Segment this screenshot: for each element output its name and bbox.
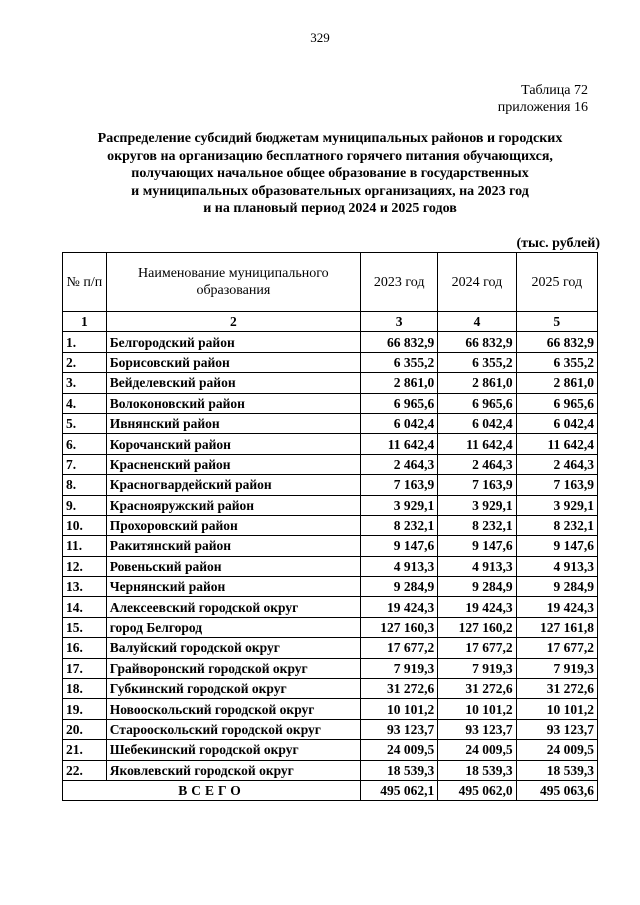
row-name: Ракитянский район [106,536,360,556]
document-title [60,130,600,218]
subsidy-table [62,252,598,801]
row-number: 1. [63,332,107,352]
column-number-row [63,312,598,332]
row-name: Новооскольский городской округ [106,699,360,719]
row-name: Ивнянский район [106,413,360,433]
row-2024: 8 232,1 [438,515,516,535]
row-2025: 66 832,9 [516,332,597,352]
document-title-line: получающих начальное общее образование в государственных [131,166,529,181]
row-2023: 31 272,6 [361,679,438,699]
table-row [63,719,598,739]
table-row [63,740,598,760]
row-2023: 11 642,4 [361,434,438,454]
document-title-line: и на плановый период 2024 и 2025 годов [203,201,457,216]
table-row [63,515,598,535]
row-name: Краснояружский район [106,495,360,515]
row-name: Грайворонский городской округ [106,658,360,678]
row-2025: 2 464,3 [516,454,597,474]
row-2023: 4 913,3 [361,556,438,576]
row-number: 13. [63,577,107,597]
row-number: 8. [63,475,107,495]
row-2024: 6 355,2 [438,352,516,372]
header-name: Наименование муниципального образования [106,253,360,312]
row-2025: 6 042,4 [516,413,597,433]
header-num: № п/п [63,253,107,312]
row-number: 9. [63,495,107,515]
row-name: Прохоровский район [106,515,360,535]
total-label: ВСЕГО [63,780,361,800]
row-2023: 18 539,3 [361,760,438,780]
total-row [63,780,598,800]
row-2025: 11 642,4 [516,434,597,454]
table-row [63,597,598,617]
table-row [63,413,598,433]
row-number: 5. [63,413,107,433]
row-name: Белгородский район [106,332,360,352]
table-row [63,352,598,372]
table-row [63,638,598,658]
row-2025: 7 919,3 [516,658,597,678]
row-2023: 10 101,2 [361,699,438,719]
row-name: Вейделевский район [106,373,360,393]
row-name: Красненский район [106,454,360,474]
table-body [63,312,598,781]
row-name: Губкинский городской округ [106,679,360,699]
table-row [63,373,598,393]
row-2024: 93 123,7 [438,719,516,739]
row-2023: 3 929,1 [361,495,438,515]
row-2025: 31 272,6 [516,679,597,699]
row-number: 21. [63,740,107,760]
table-row [63,454,598,474]
row-2024: 66 832,9 [438,332,516,352]
row-2024: 11 642,4 [438,434,516,454]
document-title-line: Распределение субсидий бюджетам муниципальных районов и городских [97,131,563,146]
row-2023: 9 284,9 [361,577,438,597]
row-2023: 17 677,2 [361,638,438,658]
row-number: 3. [63,373,107,393]
row-2025: 6 965,6 [516,393,597,413]
row-2023: 6 042,4 [361,413,438,433]
row-2024: 3 929,1 [438,495,516,515]
row-name: Шебекинский городской округ [106,740,360,760]
row-2023: 7 919,3 [361,658,438,678]
row-2025: 9 284,9 [516,577,597,597]
row-2024: 9 147,6 [438,536,516,556]
document-title-line: округов на организацию бесплатного горячего питания обучающихся, [107,148,553,164]
row-2023: 24 009,5 [361,740,438,760]
row-number: 16. [63,638,107,658]
table-row [63,760,598,780]
row-name: город Белгород [106,617,360,637]
row-name: Чернянский район [106,577,360,597]
row-number: 17. [63,658,107,678]
row-number: 6. [63,434,107,454]
row-2025: 4 913,3 [516,556,597,576]
column-number: 4 [438,312,516,332]
table-row [63,617,598,637]
total-2025: 495 063,6 [516,780,597,800]
row-2024: 7 163,9 [438,475,516,495]
row-name: Корочанский район [106,434,360,454]
row-2025: 2 861,0 [516,373,597,393]
row-name: Старооскольский городской округ [106,719,360,739]
table-row [63,577,598,597]
document-title-line: и муниципальных образовательных организациях, на 2023 год [131,183,529,199]
row-number: 7. [63,454,107,474]
total-2023: 495 062,1 [361,780,438,800]
column-number: 3 [361,312,438,332]
table-row [63,658,598,678]
row-number: 19. [63,699,107,719]
header-2024: 2024 год [438,253,516,312]
row-2025: 127 161,8 [516,617,597,637]
row-number: 15. [63,617,107,637]
row-number: 11. [63,536,107,556]
table-row [63,679,598,699]
row-2024: 9 284,9 [438,577,516,597]
row-2023: 2 861,0 [361,373,438,393]
row-name: Красногвардейский район [106,475,360,495]
row-name: Борисовский район [106,352,360,372]
row-number: 12. [63,556,107,576]
table-row [63,556,598,576]
table-caption-line: приложения 16 [497,100,588,115]
row-2023: 127 160,3 [361,617,438,637]
row-number: 2. [63,352,107,372]
row-2023: 66 832,9 [361,332,438,352]
header-2025: 2025 год [516,253,597,312]
row-name: Валуйский городской округ [106,638,360,658]
row-2024: 2 861,0 [438,373,516,393]
row-2025: 93 123,7 [516,719,597,739]
row-2024: 6 042,4 [438,413,516,433]
row-2024: 19 424,3 [438,597,516,617]
row-2025: 3 929,1 [516,495,597,515]
row-name: Волоконовский район [106,393,360,413]
row-2025: 9 147,6 [516,536,597,556]
row-2023: 8 232,1 [361,515,438,535]
total-2024: 495 062,0 [438,780,516,800]
row-2024: 4 913,3 [438,556,516,576]
row-2023: 93 123,7 [361,719,438,739]
row-2023: 9 147,6 [361,536,438,556]
row-number: 22. [63,760,107,780]
row-name: Алексеевский городской округ [106,597,360,617]
row-number: 10. [63,515,107,535]
row-2023: 6 355,2 [361,352,438,372]
row-number: 20. [63,719,107,739]
row-2025: 24 009,5 [516,740,597,760]
row-2024: 6 965,6 [438,393,516,413]
row-2023: 7 163,9 [361,475,438,495]
row-2025: 10 101,2 [516,699,597,719]
units-label: (тыс. рублей) [516,236,600,251]
row-2024: 18 539,3 [438,760,516,780]
row-2025: 18 539,3 [516,760,597,780]
row-name: Ровеньский район [106,556,360,576]
table-row [63,495,598,515]
row-2024: 17 677,2 [438,638,516,658]
table-caption [498,82,588,116]
row-2025: 8 232,1 [516,515,597,535]
page-number: 329 [310,30,330,45]
column-number: 2 [106,312,360,332]
table-row [63,536,598,556]
row-number: 4. [63,393,107,413]
table-row [63,475,598,495]
column-number: 1 [63,312,107,332]
row-2024: 10 101,2 [438,699,516,719]
row-2024: 127 160,2 [438,617,516,637]
row-2025: 17 677,2 [516,638,597,658]
table-row [63,699,598,719]
row-2024: 31 272,6 [438,679,516,699]
table-row [63,332,598,352]
row-name: Яковлевский городской округ [106,760,360,780]
row-2025: 6 355,2 [516,352,597,372]
row-2025: 19 424,3 [516,597,597,617]
row-2024: 24 009,5 [438,740,516,760]
row-2023: 2 464,3 [361,454,438,474]
row-2023: 6 965,6 [361,393,438,413]
row-number: 18. [63,679,107,699]
table-row [63,393,598,413]
table-row [63,434,598,454]
row-2023: 19 424,3 [361,597,438,617]
row-2024: 2 464,3 [438,454,516,474]
row-2024: 7 919,3 [438,658,516,678]
row-number: 14. [63,597,107,617]
table-header-row [63,253,598,312]
header-2023: 2023 год [361,253,438,312]
row-2025: 7 163,9 [516,475,597,495]
table-caption-line: Таблица 72 [521,83,588,98]
column-number: 5 [516,312,597,332]
